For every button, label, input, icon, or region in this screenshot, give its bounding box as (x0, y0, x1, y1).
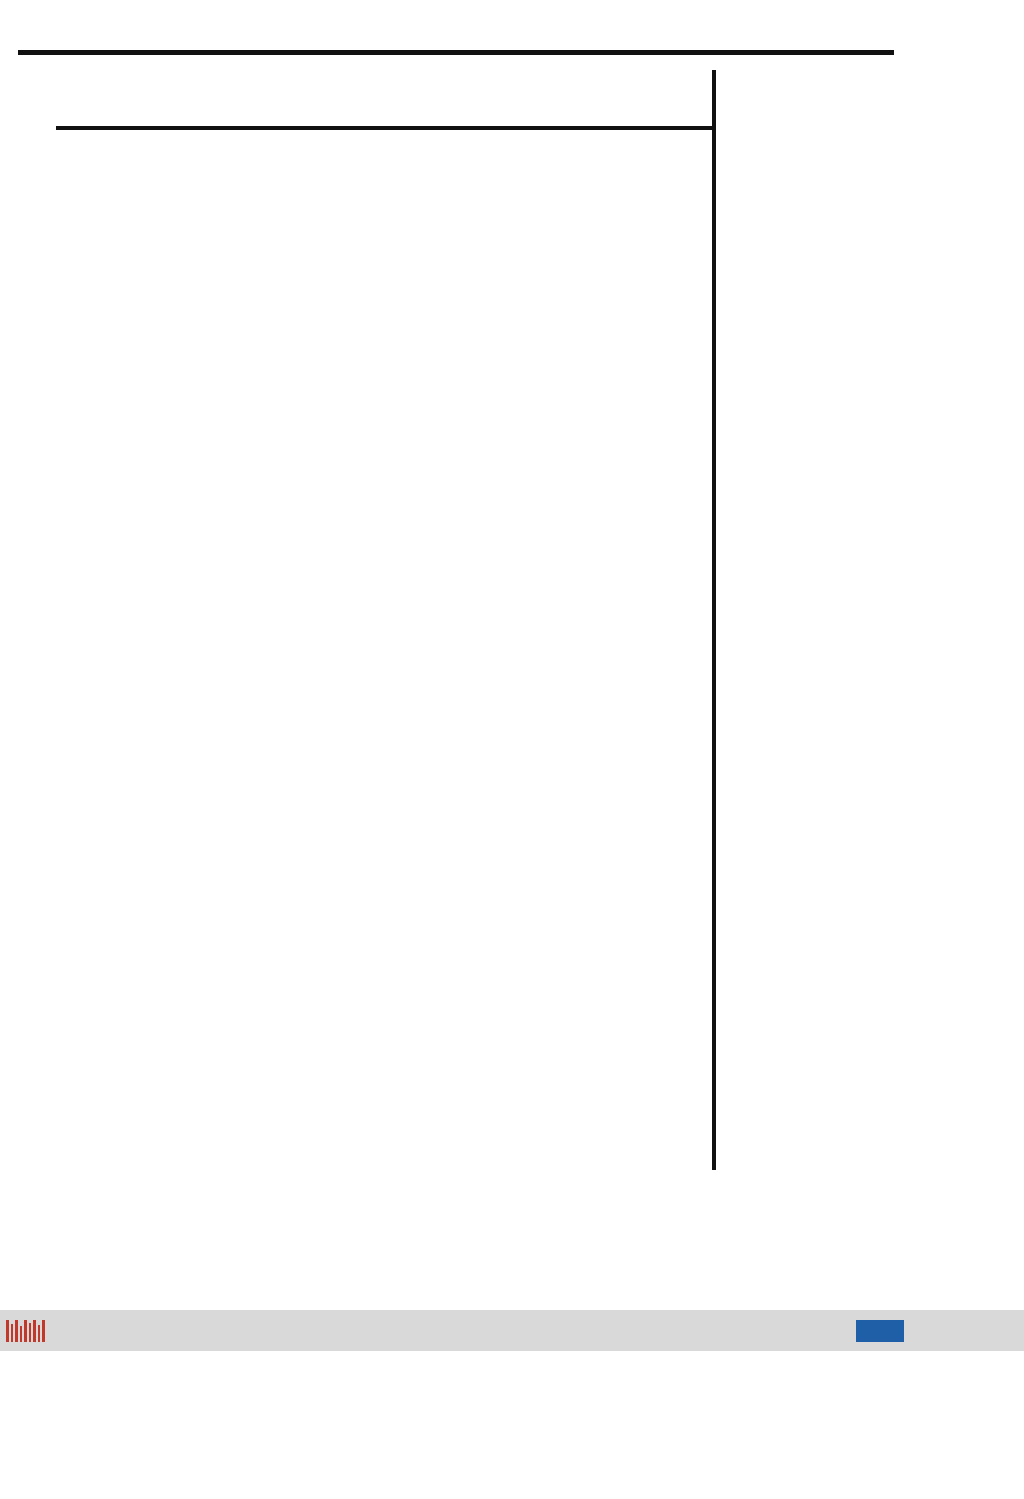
title-rule (56, 126, 712, 130)
text-line (62, 1062, 712, 1117)
text-line (62, 789, 712, 844)
ornamental-border-right (843, 50, 879, 1190)
text-line (62, 953, 712, 1008)
text-line (62, 407, 712, 462)
ornamental-border-top (18, 36, 894, 70)
text-line (62, 1008, 712, 1063)
text-line (62, 1117, 712, 1172)
text-line (62, 134, 712, 189)
catchword (62, 1444, 712, 1499)
footer-bar (0, 1310, 1024, 1351)
text-line (62, 1390, 712, 1445)
text-line (62, 1226, 712, 1281)
text-line (62, 352, 712, 407)
text-line (62, 625, 712, 680)
text-line (62, 844, 712, 899)
text-line (62, 298, 712, 353)
text-line (62, 516, 712, 571)
barcode-logo-icon (6, 1318, 46, 1344)
body-text (62, 134, 712, 1499)
text-line (62, 243, 712, 298)
text-line (62, 680, 712, 735)
text-line (62, 189, 712, 244)
text-line (62, 571, 712, 626)
text-line (62, 1171, 712, 1226)
text-line (62, 898, 712, 953)
ornamental-border-left (18, 66, 54, 1184)
column-divider (712, 70, 716, 1170)
text-line (62, 462, 712, 517)
dfg-logo (856, 1320, 904, 1342)
text-line (62, 735, 712, 790)
